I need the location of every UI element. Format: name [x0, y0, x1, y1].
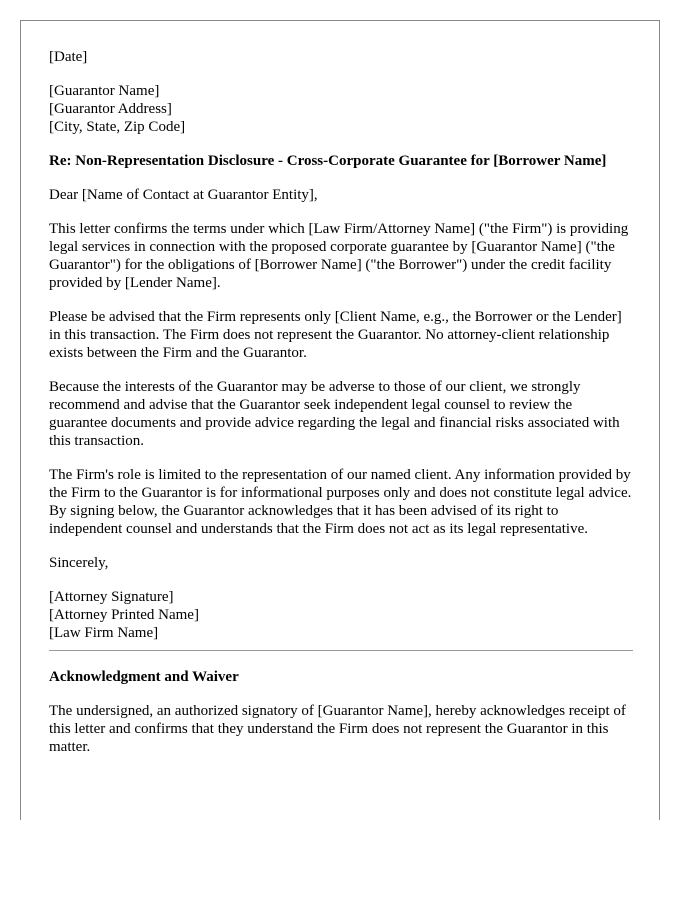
recipient-address: [Guarantor Address] — [49, 101, 172, 117]
body-paragraph-recommendation: Because the interests of the Guarantor may be adverse to those of our client, we strongly recommend and advise that the Guarantor seek independent legal counsel to review the guarantee documents and provide advice regarding the legal and financial risks associated with this transaction. — [49, 379, 620, 449]
section-divider — [49, 650, 633, 651]
body-paragraph-representation: Please be advised that the Firm represents only [Client Name, e.g., the Borrower or the Lender] in this transaction. The Firm does not represent the Guarantor. No attorney-client relationship exists between the Firm and the Guarantor. — [49, 309, 622, 361]
attorney-signature: [Attorney Signature] — [49, 589, 174, 605]
body-paragraph-intro: This letter confirms the terms under which [Law Firm/Attorney Name] ("the Firm") is providing legal services in connection with the proposed corporate guarantee by [Guarantor Name] ("the Guarantor") for the obligations of [Borrower Name] ("the Borrower") under the credit facility provided by [Lender Name]. — [49, 221, 629, 291]
subject-line: Re: Non-Representation Disclosure - Cross-Corporate Guarantee for [Borrower Name] — [49, 153, 607, 169]
letter-page — [20, 20, 660, 820]
body-paragraph-role: The Firm's role is limited to the representation of our named client. Any information provided by the Firm to the Guarantor is for informational purposes only and does not constitute legal advice. By signing below, the Guarantor acknowledges that it has been advised of its right to independent counsel and understands that the Firm does not act as its legal representative. — [49, 467, 632, 537]
signature-block — [49, 588, 633, 642]
recipient-name: [Guarantor Name] — [49, 83, 160, 99]
recipient-block — [49, 82, 633, 136]
salutation: Dear [Name of Contact at Guarantor Entity], — [49, 187, 318, 203]
law-firm-name: [Law Firm Name] — [49, 625, 159, 641]
attorney-printed-name: [Attorney Printed Name] — [49, 607, 199, 623]
recipient-city-state-zip: [City, State, Zip Code] — [49, 119, 186, 135]
letter-date: [Date] — [49, 49, 88, 65]
closing: Sincerely, — [49, 555, 109, 571]
letter-content — [49, 48, 633, 772]
acknowledgment-text: The undersigned, an authorized signatory of [Guarantor Name], hereby acknowledges receipt of this letter and confirms that they understand the Firm does not represent the Guarantor in this matter. — [49, 703, 626, 755]
acknowledgment-heading: Acknowledgment and Waiver — [49, 669, 239, 685]
